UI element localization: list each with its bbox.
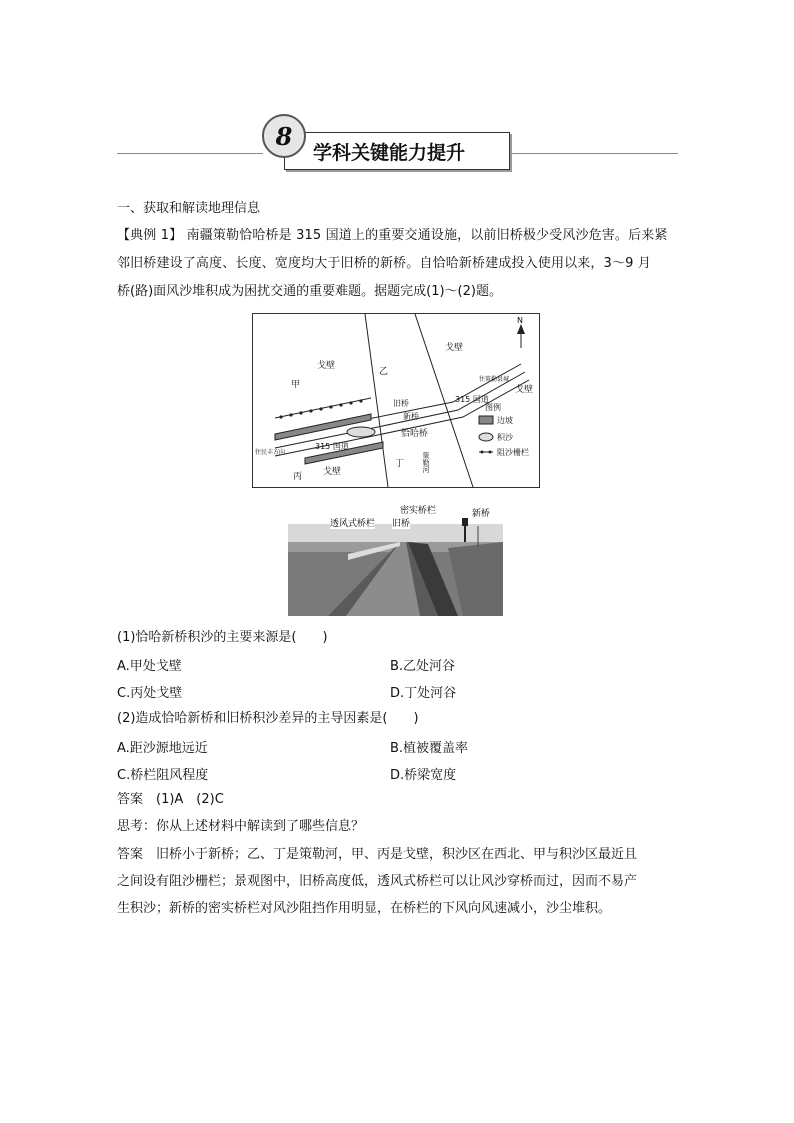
map-label-qiaha: 恰哈桥: [401, 429, 429, 439]
photo-label-permeable: 透风式桥栏: [330, 516, 375, 529]
photo-label-solid: 密实桥栏: [400, 503, 436, 516]
map-label-gobi-2: 戈壁: [445, 343, 464, 353]
thinking-answer-line-3: 生积沙；新桥的密实桥栏对风沙阻挡作用明显，在桥栏的下风向风速减小，沙尘堆积。: [117, 901, 612, 916]
map-label-gobi-4: 戈壁: [323, 467, 342, 477]
q1-option-c: C.丙处戈壁: [117, 686, 183, 701]
legend-swatch-sand: [479, 433, 493, 441]
thinking-answer-line-1: 答案 旧桥小于新桥；乙、丁是策勒河，甲、丙是戈壁，积沙区在西北、甲与积沙区最近且: [117, 847, 638, 862]
example-line-3: 桥(路)面风沙堆积成为困扰交通的重要难题。据题完成(1)～(2)题。: [117, 284, 502, 299]
example-line-2: 邻旧桥建设了高度、长度、宽度均大于旧桥的新桥。自恰哈新桥建成投入使用以来，3～9 月: [117, 256, 651, 271]
map-label-road-1: 315 国道: [455, 395, 489, 404]
map-figure: [252, 313, 540, 488]
map-label-road-2: 315 国道: [315, 442, 349, 451]
map-label-jia: 甲: [291, 380, 301, 390]
legend-title: 图例: [485, 403, 501, 412]
map-label-old-bridge: 旧桥: [393, 399, 409, 408]
q1-stem: (1)恰哈新桥积沙的主要来源是( ): [117, 630, 328, 645]
chapter-badge: 8: [262, 114, 306, 158]
legend-item-sand: 积沙: [497, 433, 513, 442]
q1-option-b: B.乙处河谷: [390, 659, 456, 674]
photo-label-new: 新桥: [472, 506, 490, 519]
legend-item-fence: 阻沙栅栏: [497, 448, 529, 457]
header-rule-left: [117, 153, 263, 154]
map-label-to-right: 往策勒县城: [479, 376, 510, 383]
photo-label-old: 旧桥: [392, 516, 410, 529]
map-label-bing: 丙: [293, 472, 303, 482]
north-arrow-head: [517, 324, 525, 334]
map-label-gobi-1: 戈壁: [317, 361, 336, 371]
header-rule-right: [510, 153, 678, 154]
section-title-box: [284, 132, 510, 170]
thinking-question: 思考：你从上述材料中解读到了哪些信息？: [117, 819, 365, 834]
q2-option-c: C.桥栏阻风程度: [117, 768, 209, 783]
q1-option-a: A.甲处戈壁: [117, 659, 182, 674]
q2-option-a: A.距沙源地远近: [117, 741, 208, 756]
section-heading: 一、获取和解读地理信息: [117, 201, 261, 216]
map-label-yi: 乙: [379, 367, 389, 377]
example-line-1: 【典例 1】 南疆策勒恰哈桥是 315 国道上的重要交通设施，以前旧桥极少受风沙危害。后来紧: [117, 228, 668, 243]
map-label-ding: 丁: [395, 459, 405, 469]
sand-fence-marks: [279, 399, 362, 418]
map-label-north: N: [517, 316, 523, 325]
map-label-to-left: 往民丰方向: [255, 449, 286, 456]
legend-item-slope: 边坡: [497, 416, 513, 425]
map-label-gobi-3: 戈壁: [515, 385, 534, 395]
q1-option-d: D.丁处河谷: [390, 686, 457, 701]
thinking-answer-line-2: 之间设有阻沙栅栏；景观图中，旧桥高度低，透风式桥栏可以让风沙穿桥而过，因而不易产: [117, 874, 638, 889]
map-label-river: 策勒河: [422, 452, 430, 473]
river-bank-left: [365, 314, 388, 487]
sand-fence-line: [275, 398, 371, 418]
answer-line: 答案 (1)A (2)C: [117, 792, 224, 807]
q2-option-b: B.植被覆盖率: [390, 741, 469, 756]
q2-option-d: D.桥梁宽度: [390, 768, 457, 783]
page-title: 学科关键能力提升: [313, 141, 466, 164]
legend-swatch-slope: [479, 416, 493, 424]
sand-patch: [347, 427, 375, 437]
q2-stem: (2)造成恰哈新桥和旧桥积沙差异的主导因素是( ): [117, 711, 419, 726]
map-label-new-bridge: 新桥: [403, 412, 419, 421]
landscape-photo: [288, 498, 503, 616]
